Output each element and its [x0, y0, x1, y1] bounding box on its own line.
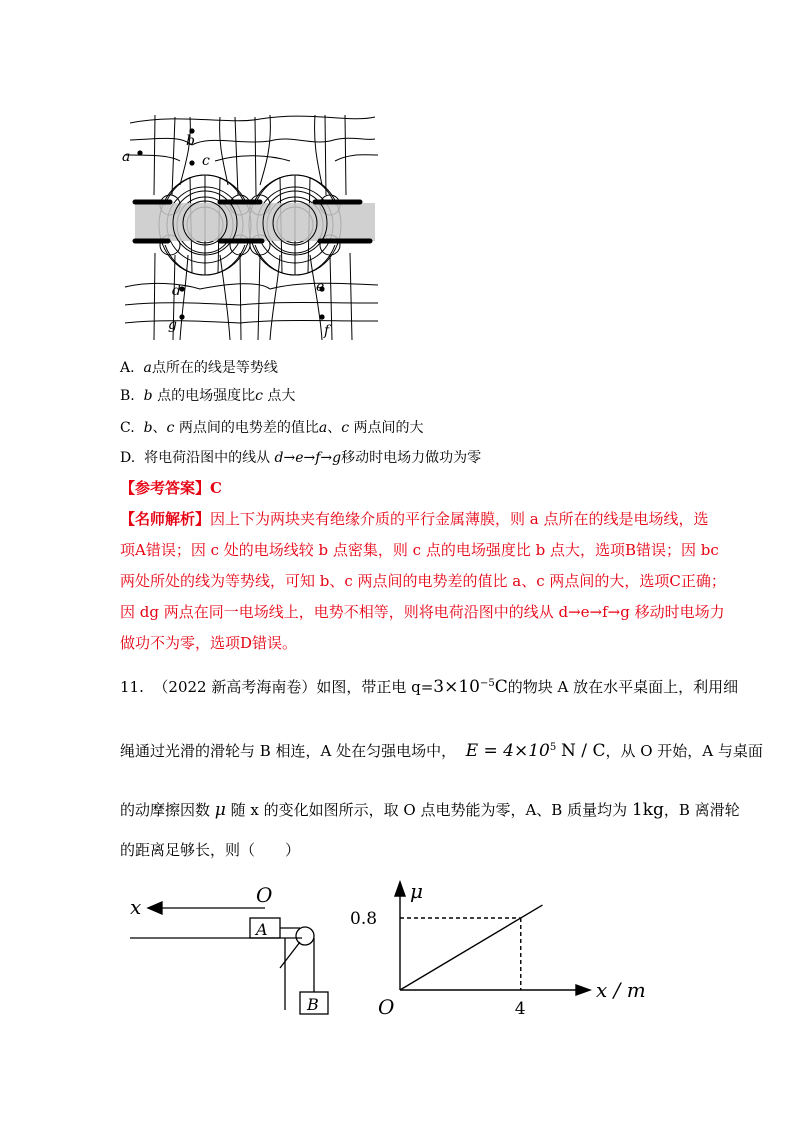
field-lines-figure — [120, 105, 382, 343]
point-g — [179, 314, 184, 319]
label-a: a — [122, 149, 131, 165]
label-b: b — [186, 133, 195, 149]
question-11-line-4: 的距离足够长，则（ ） — [120, 841, 301, 859]
label-c: c — [202, 153, 210, 169]
pulley-diagram — [130, 880, 350, 1020]
analysis-line-3: 两处所处的线为等势线，可知 b、c 两点间的电势差的值比 a、c 两点间的大，选项C正确； — [120, 572, 726, 590]
reference-answer: 【参考答案】C — [120, 479, 222, 497]
label-g: g — [168, 317, 177, 333]
analysis-line-2: 项A错误；因 c 处的电场线较 b 点密集，则 c 点的电场强度比 b 点大，选项B错误；因 bc — [120, 541, 719, 559]
question-11-line-1: 11. （2022 新高考海南卷）如图，带正电 $q=3\times 10^{-5}C$的物块 A 放在水平桌面上，利用细 — [120, 677, 739, 697]
option-letter: A. — [120, 360, 135, 376]
option-b[interactable]: B. b 点的电场强度比c 点大 — [120, 388, 296, 404]
block-b-label: B — [307, 995, 319, 1014]
question-11-line-3: 的动摩擦因数 μ 随 x 的变化如图所示，取 O 点电势能为零，A、B 质量均为 1kg，B 离滑轮 — [120, 800, 740, 820]
option-c[interactable]: C. b、c 两点间的电势差的值比a、c 两点间的大 — [120, 420, 424, 436]
mu-x-chart — [350, 879, 646, 1020]
analysis-line-1: 【名师解析】因上下为两块夹有绝缘介质的平行金属薄膜，则 a 点所在的线是电场线，选 — [120, 510, 709, 528]
x-tick-label: 4 — [514, 999, 526, 1019]
point-f — [319, 314, 324, 319]
x-axis-arrow — [576, 985, 590, 995]
y-axis-arrow — [395, 882, 405, 896]
o-label: O — [256, 883, 273, 907]
label-f: f — [324, 323, 330, 339]
y-axis-label: μ — [410, 879, 423, 903]
x-label: x — [130, 895, 142, 919]
analysis-line-4: 因 dg 两点在同一电场线上，电势不相等，则将电荷沿图中的线从 d→e→f→g 移动时电场力 — [120, 603, 725, 621]
label-e: e — [316, 279, 325, 295]
analysis-line-5: 做功不为零，选项D错误。 — [120, 634, 298, 652]
origin-label: O — [378, 995, 395, 1019]
point-a — [137, 150, 142, 155]
x-axis-label: x / m — [596, 978, 646, 1002]
option-d[interactable]: D. 将电荷沿图中的线从 d→e→f→g移动时电场力做功为零 — [120, 450, 482, 466]
label-d: d — [172, 283, 181, 299]
option-a[interactable]: A. a点所在的线是等势线 — [120, 360, 278, 376]
question-11-line-2: 绳通过光滑的滑轮与 B 相连，A 处在匀强电场中， $E = 4\times 10^5$ N / C，从 O 开始，A 与桌面 — [120, 741, 763, 761]
block-a-label: A — [256, 920, 268, 939]
point-c — [189, 160, 194, 165]
y-tick-label: 0.8 — [350, 909, 378, 929]
